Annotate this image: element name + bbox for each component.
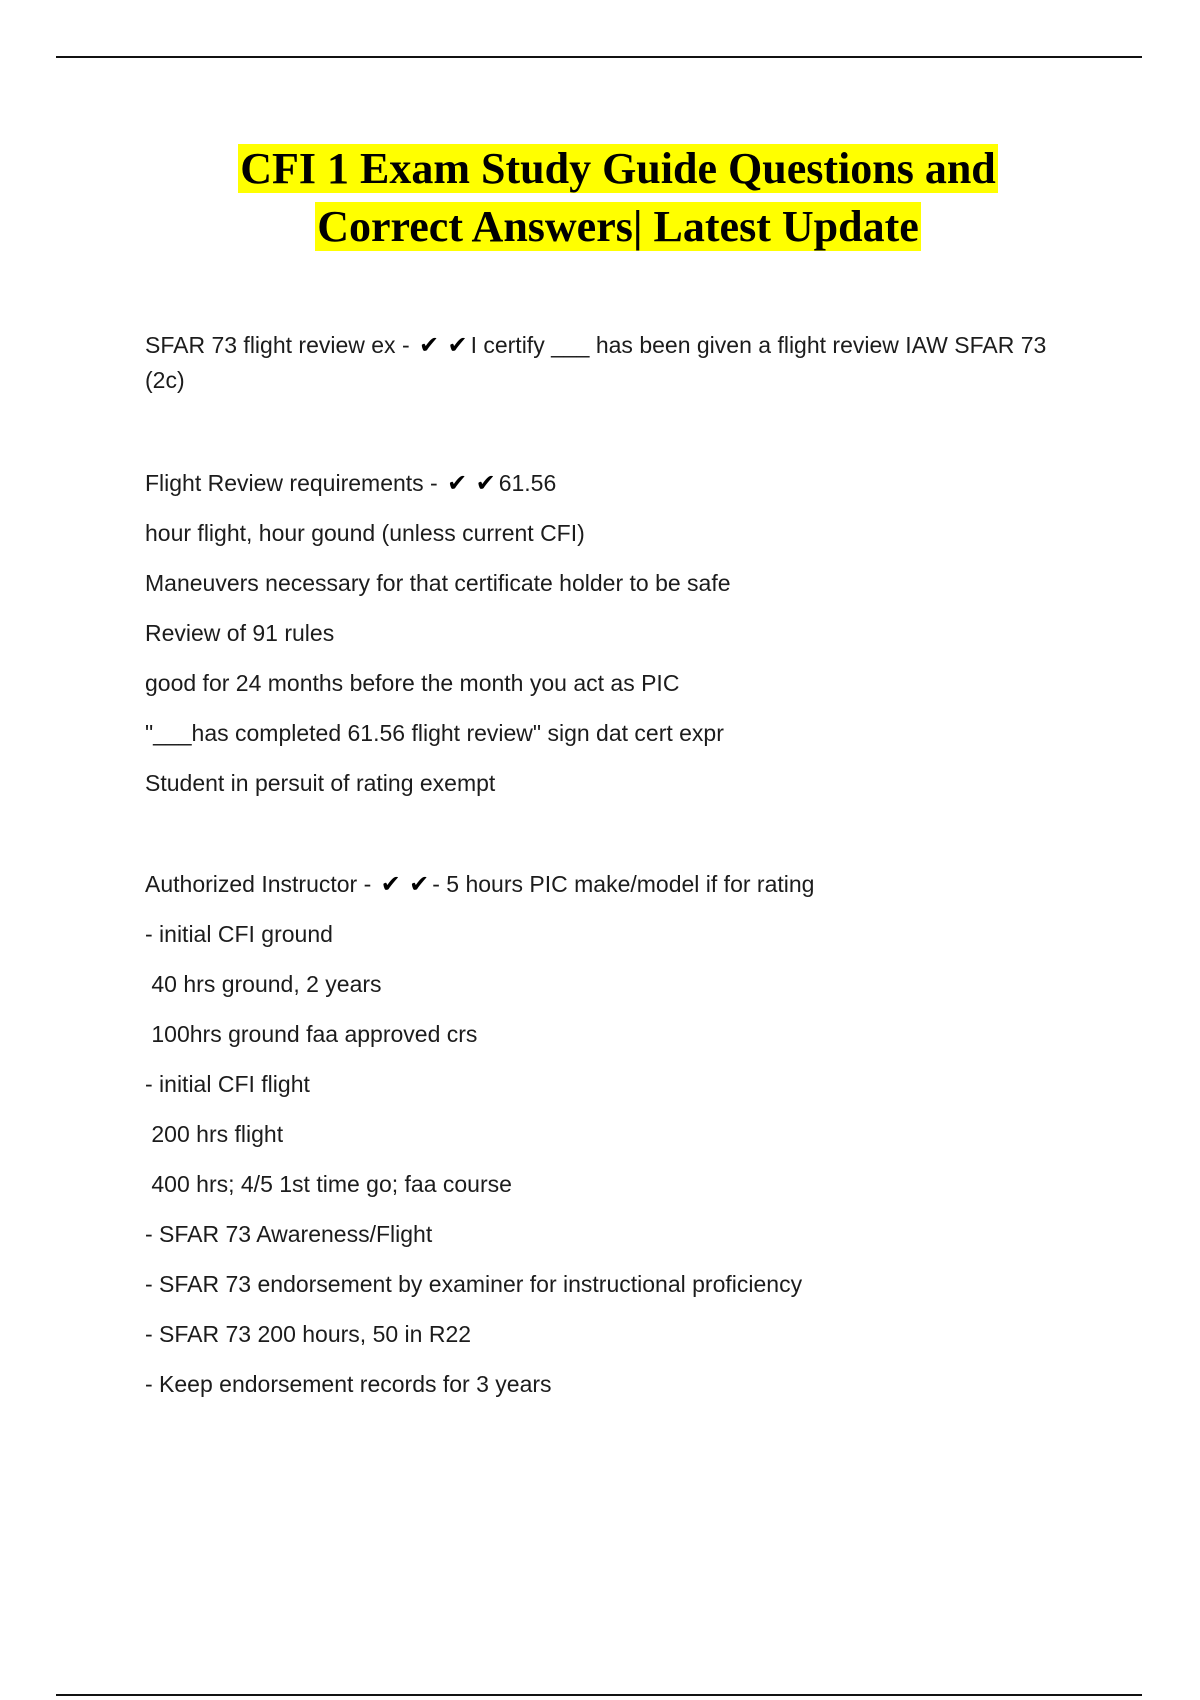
question-text: Flight Review requirements - xyxy=(145,470,438,496)
qa-line xyxy=(145,328,1105,363)
answer-lines xyxy=(145,516,1105,801)
answer-text: - 5 hours PIC make/model if for rating xyxy=(432,871,815,897)
answer-line: Student in persuit of rating exempt xyxy=(145,770,496,796)
answer-line: - initial CFI flight xyxy=(145,1071,310,1097)
double-check-icon: ✔ ✔ xyxy=(447,469,496,497)
answer-line: Review of 91 rules xyxy=(145,620,335,646)
qa-line xyxy=(145,867,1105,902)
answer-line: - SFAR 73 200 hours, 50 in R22 xyxy=(145,1321,472,1347)
answer-line: 40 hrs ground, 2 years xyxy=(145,971,382,997)
double-check-icon: ✔ ✔ xyxy=(380,870,430,898)
title-line-1: CFI 1 Exam Study Guide Questions and xyxy=(240,144,996,193)
answer-line: Maneuvers necessary for that certificate holder to be safe xyxy=(145,570,731,596)
answer-continuation: (2c) xyxy=(145,367,185,393)
answer-line: - SFAR 73 endorsement by examiner for instructional proficiency xyxy=(145,1271,803,1297)
answer-line: good for 24 months before the month you act as PIC xyxy=(145,670,680,696)
bottom-rule xyxy=(56,1694,1142,1696)
top-rule xyxy=(56,56,1142,58)
qa-line xyxy=(145,466,1105,501)
answer-line: 200 hrs flight xyxy=(145,1121,284,1147)
answer-line: hour flight, hour gound (unless current CFI) xyxy=(145,520,585,546)
study-guide-content xyxy=(145,328,1105,1402)
answer-line: 400 hrs; 4/5 1st time go; faa course xyxy=(145,1171,512,1197)
title-line-2: Correct Answers| Latest Update xyxy=(317,202,919,251)
answer-line: "___has completed 61.56 flight review" sign dat cert expr xyxy=(145,720,724,746)
answer-line: - initial CFI ground xyxy=(145,921,333,947)
double-check-icon: ✔ ✔ xyxy=(419,331,468,359)
answer-line: - SFAR 73 Awareness/Flight xyxy=(145,1221,433,1247)
question-text: SFAR 73 flight review ex - xyxy=(145,332,410,358)
question-text: Authorized Instructor - xyxy=(145,871,372,897)
qa-item-authorized-instructor xyxy=(145,867,1105,1402)
answer-lines xyxy=(145,917,1105,1402)
answer-text: I certify ___ has been given a flight review IAW SFAR 73 xyxy=(470,332,1047,358)
qa-item-sfar73-review xyxy=(145,328,1105,398)
qa-item-flight-review xyxy=(145,466,1105,801)
answer-line: 100hrs ground faa approved crs xyxy=(145,1021,478,1047)
document-title xyxy=(0,140,1200,256)
answer-text: 61.56 xyxy=(498,470,557,496)
answer-line: - Keep endorsement records for 3 years xyxy=(145,1371,552,1397)
